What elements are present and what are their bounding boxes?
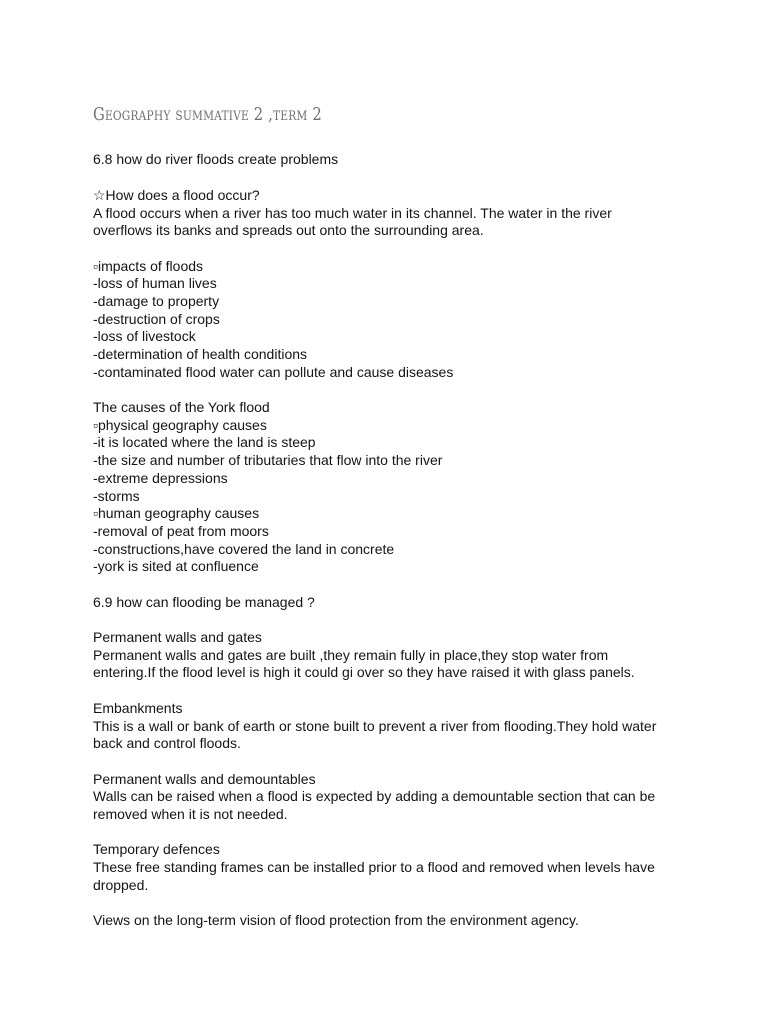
list-item: -determination of health conditions [93, 346, 308, 362]
question-heading: ☆How does a flood occur? [93, 187, 260, 203]
paragraph-line: This is a wall or bank of earth or stone built to prevent a river from flooding.They hold water [93, 718, 657, 734]
list-item: -loss of human lives [93, 275, 217, 291]
list-item: -york is sited at confluence [93, 558, 259, 574]
list-item: -contaminated flood water can pollute and cause diseases [93, 364, 454, 380]
paragraph-line: overflows its banks and spreads out onto the surrounding area. [93, 222, 484, 238]
paragraph-line: Permanent walls and gates are built ,they remain fully in place,they stop water from [93, 647, 609, 663]
section-heading-6-8: 6.8 how do river floods create problems [93, 151, 339, 167]
list-item: -extreme depressions [93, 470, 228, 486]
closing-line: Views on the long-term vision of flood protection from the environment agency. [93, 912, 579, 928]
list-item: -storms [93, 488, 140, 504]
list-heading-impacts: ▫impacts of floods [93, 258, 204, 274]
list-item: -the size and number of tributaries that flow into the river [93, 452, 443, 468]
subheading-embankments: Embankments [93, 700, 183, 716]
paragraph-line: dropped. [93, 877, 149, 893]
list-item: -constructions,have covered the land in concrete [93, 541, 395, 557]
paragraph-line: Walls can be raised when a flood is expected by adding a demountable section that can be [93, 788, 656, 804]
document-title: Geography summative 2 ,term 2 [93, 104, 322, 125]
paragraph-line: removed when it is not needed. [93, 806, 288, 822]
paragraph-line: back and control floods. [93, 735, 241, 751]
subheading-temporary-defences: Temporary defences [93, 841, 220, 857]
list-item: -damage to property [93, 293, 220, 309]
paragraph-line: These free standing frames can be installed prior to a flood and removed when levels have [93, 859, 655, 875]
list-item: -it is located where the land is steep [93, 434, 316, 450]
subheading-permanent-walls-gates: Permanent walls and gates [93, 629, 262, 645]
list-heading-physical: ▫physical geography causes [93, 417, 267, 433]
section-heading-york-causes: The causes of the York flood [93, 399, 270, 415]
paragraph-line: entering.If the flood level is high it could gi over so they have raised it with glass panels. [93, 664, 635, 680]
list-item: -loss of livestock [93, 328, 196, 344]
list-item: -removal of peat from moors [93, 523, 269, 539]
list-heading-human: ▫human geography causes [93, 505, 260, 521]
subheading-demountables: Permanent walls and demountables [93, 771, 316, 787]
section-heading-6-9: 6.9 how can flooding be managed ? [93, 594, 315, 610]
list-item: -destruction of crops [93, 311, 220, 327]
paragraph-line: A flood occurs when a river has too much water in its channel. The water in the river [93, 205, 612, 221]
